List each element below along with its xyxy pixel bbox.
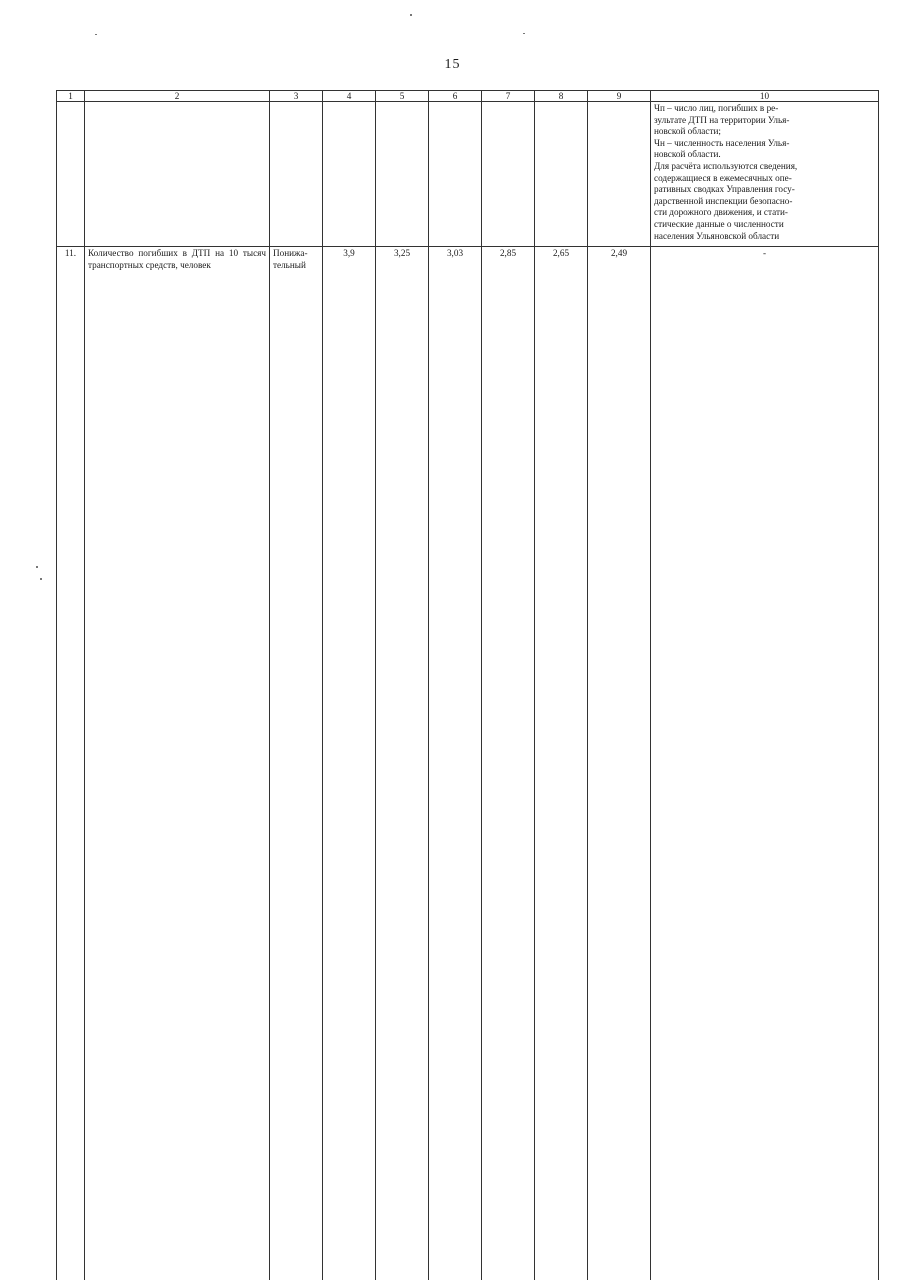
column-number: 10 — [651, 91, 879, 102]
value-cell: 2,85 — [482, 247, 535, 1280]
indicator-direction — [270, 102, 323, 247]
column-number: 4 — [323, 91, 376, 102]
column-number: 1 — [57, 91, 85, 102]
value-cell: 2,49 — [588, 247, 651, 1280]
column-number: 2 — [85, 91, 270, 102]
column-number: 7 — [482, 91, 535, 102]
row-number — [57, 102, 85, 247]
column-number-row — [57, 91, 879, 102]
indicator-name — [85, 102, 270, 247]
value-cell — [376, 102, 429, 247]
scan-speck — [410, 14, 412, 16]
scan-speck — [40, 578, 42, 580]
page-number: 15 — [0, 57, 905, 73]
scan-speck — [95, 34, 97, 35]
method-paragraph: Для расчёта используются сведения, содержащиеся в ежемесячных опе- ративных сводках Управления госу- дарственной инспекции безопасно- сти дорожного движения, и стати- стические данные о численности населения Ульяновской области — [654, 161, 875, 242]
value-cell — [588, 102, 651, 247]
value-cell: 3,25 — [376, 247, 429, 1280]
calculation-method — [651, 102, 879, 247]
column-number: 3 — [270, 91, 323, 102]
row-number: 11. — [57, 247, 85, 1280]
method-paragraph: Чп – число лиц, погибших в ре- зультате ДТП на территории Улья- новской области; — [654, 103, 875, 138]
value-cell — [323, 102, 376, 247]
column-number: 9 — [588, 91, 651, 102]
value-cell — [482, 102, 535, 247]
scan-speck — [523, 33, 525, 34]
column-number: 8 — [535, 91, 588, 102]
method-paragraph: Чн – численность населения Улья- новской области. — [654, 138, 875, 161]
indicators-table — [56, 90, 879, 1280]
column-number: 6 — [429, 91, 482, 102]
value-cell: 2,65 — [535, 247, 588, 1280]
indicator-name: Количество погибших в ДТП на 10 тысяч транспортных средств, человек — [85, 247, 270, 1280]
value-cell — [429, 102, 482, 247]
value-cell: 3,03 — [429, 247, 482, 1280]
table-row — [57, 247, 879, 1280]
indicator-direction: Понижа- тельный — [270, 247, 323, 1280]
table-row-continued — [57, 102, 879, 247]
value-cell — [535, 102, 588, 247]
scan-speck — [36, 566, 38, 568]
value-cell: 3,9 — [323, 247, 376, 1280]
column-number: 5 — [376, 91, 429, 102]
value-cell: - — [651, 247, 879, 1280]
